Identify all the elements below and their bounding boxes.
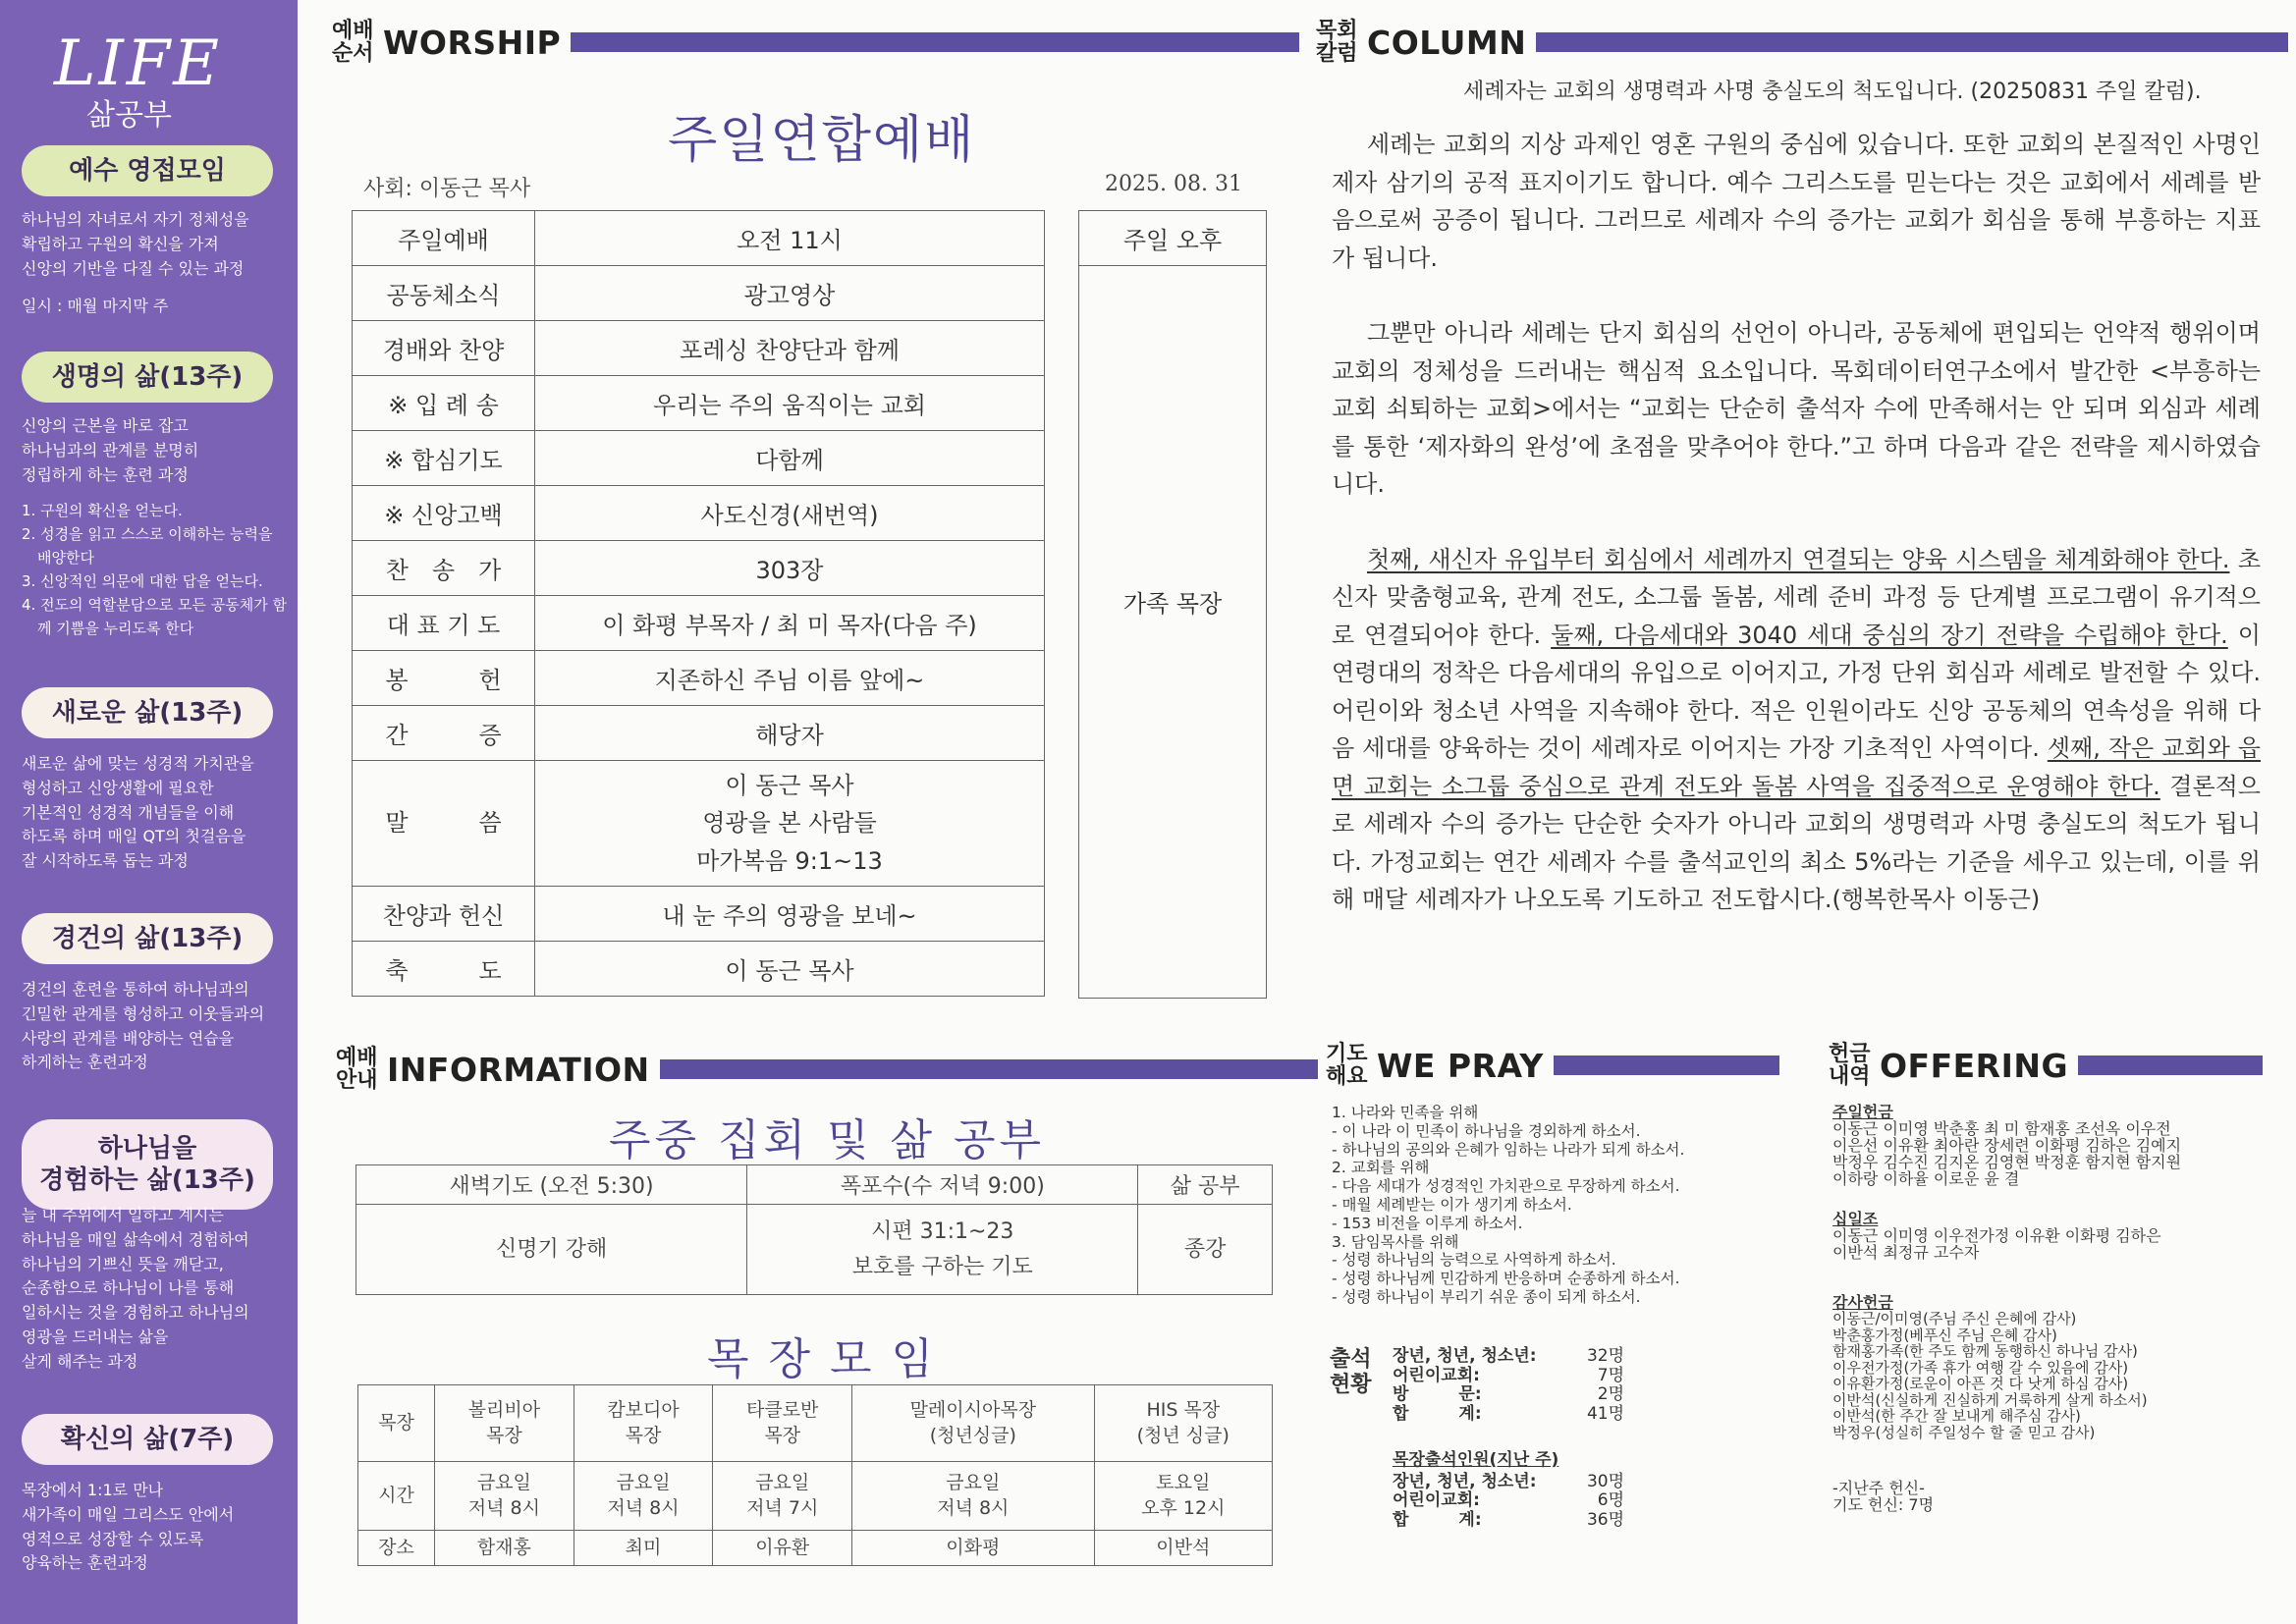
table-row: 찬 송 가 303장 bbox=[353, 541, 1045, 596]
table-row: 신명기 강해 시편 31:1~23 보호를 구하는 기도 종강 bbox=[356, 1205, 1273, 1295]
table-row: 시간 금요일 저녁 8시 금요일 저녁 8시 금요일 저녁 7시 금요일 저녁 8시 토요일 오후 12시 bbox=[358, 1462, 1273, 1531]
sidebar-title-assurance: 확신의 삶(7주) bbox=[22, 1414, 273, 1465]
worship-date: 2025. 08. 31 bbox=[1105, 172, 1242, 196]
sidebar-title-devotion: 경건의 삶(13주) bbox=[22, 913, 273, 964]
table-row: 주일예배 오전 11시 bbox=[353, 211, 1045, 266]
table-row: 대 표 기 도 이 화평 부목자 / 최 미 목자(다음 주) bbox=[353, 596, 1045, 651]
table-row: ※ 합심기도 다함께 bbox=[353, 431, 1045, 486]
table-row: 말 씀 이 동근 목사 영광을 본 사람들 마가복음 9:1~13 bbox=[353, 761, 1045, 887]
sidebar-title-experience: 하나님을 경험하는 삶(13주) bbox=[22, 1119, 273, 1210]
table-row: ※ 입 례 송 우리는 주의 움직이는 교회 bbox=[353, 376, 1045, 431]
weekly-meeting-title: 주중 집회 및 삶 공부 bbox=[609, 1115, 1045, 1165]
cell-group-title: 목장모임 bbox=[707, 1334, 954, 1384]
column-body: 세례는 교회의 지상 과제인 영혼 구원의 중심에 있습니다. 또한 교회의 본질적인 사명인 제자 삼기의 공적 표지이기도 합니다. 예수 그리스도를 믿는다는 것은 교회에서 세례를 받음으로써 공증이 됩니다. 그러므로 세례자 수의 증가는 교회가 회심을 통해 부흥하는 지표가 됩니다. 그뿐만 아니라 세례는 단지 회심의 선언이 아니라, 공동체에 편입되는 언약적 행위이며 교회의 정체성을 드러내는 핵심적 요소입니다. 목회데이터연구소에서 발간한 <부흥하는 교회 쇠퇴하는 교회>에서는 “교회는 단순히 출석자 수에 만족해서는 안 되며 외심과 세례를 통한 ‘제자화의 완성’에 초점을 맞추어야 한다.”고 하며 다음과 같은 전략을 제시하였습니다. 첫째, 새신자 유입부터 회심에서 세례까지 연결되는 양육 시스템을 체계화해야 한다. 초신자 맞춤형교육, 관계 전도, 소그룹 돌봄, 세례 준비 과정 등 단계별 프로그램이 유기적으로 연결되어야 한다. 둘째, 다음세대와 3040 세대 중심의 장기 전략을 수립해야 한다. 이 연령대의 정착은 다음세대의 유입으로 이어지고, 가정 단위 회심과 세례로 발전할 수 있다. 어린이와 청소년 사역을 지속해야 한다. 적은 인원이라도 신앙 공동체의 연속성을 위해 다음 세대를 양육하는 것이 세례자로 이어지는 가장 기초적인 사역이다. 셋째, 작은 교회와 읍면 교회는 소그룹 중심으로 관계 전도와 돌봄 사역을 집중적으로 운영해야 한다. 결론적으로 세례자 수의 증가는 단순한 숫자가 아니라 교회의 생명력과 사명 충실도의 척도가 됩니다. 가정교회는 연간 세례자 수를 출석교인의 최소 5%라는 기준을 세우고 있는데, 이를 위해 매달 세례자가 나오도록 기도하고 전도합시다.(행복한목사 이동근) bbox=[1332, 131, 2261, 913]
sidebar-desc-experience: 늘 내 주위에서 일하고 계시는 하나님을 매일 삶속에서 경험하여 하나님의 기쁘신 뜻을 깨닫고, 순종함으로 하나님이 나를 통해 일하시는 것을 경험하고 하나님의 영광을 드러내는 삶을 살게 해주는 과정 bbox=[22, 1206, 249, 1371]
header-bar bbox=[660, 1059, 1318, 1079]
table-row: 공동체소식 광고영상 bbox=[353, 266, 1045, 321]
table-row: 봉 헌 지존하신 주님 이름 앞에~ bbox=[353, 651, 1045, 706]
table-row: ※ 신앙고백 사도신경(새번역) bbox=[353, 486, 1045, 541]
sidebar-title-life: 생명의 삶(13주) bbox=[22, 352, 273, 403]
column-title: 세례자는 교회의 생명력과 사명 충실도의 척도입니다. (20250831 주일 칼럼). bbox=[1463, 80, 2202, 104]
afternoon-worship-box: 주일 오후 가족 목장 bbox=[1078, 210, 1267, 999]
worship-leader: 사회: 이동근 목사 bbox=[363, 177, 531, 201]
prayer-list: 1. 나라와 민족을 위해 - 이 나라 이 민족이 하나님을 경외하게 하소서. - 하나님의 공의와 은혜가 임하는 나라가 되게 하소서. 2. 교회를 위해 - 다음 세대가 성경적인 가치관으로 무장하게 하소서. - 매월 세례받는 이가 생기게 하소서. - 153 비전을 이루게 하소서. 3. 담임목사를 위해 - 성령 하나님의 능력으로 사역하게 하소서. - 성령 하나님께 민감하게 반응하며 순종하게 하소서. - 성령 하나님이 부리기 쉬운 종이 되게 하소서. bbox=[1332, 1104, 1685, 1306]
sidebar-desc-life: 신앙의 근본을 바로 잡고 하나님과의 관계를 분명히 정립하게 하는 훈련 과정 1. 구원의 확신을 얻는다. 2. 성경을 읽고 스스로 이해하는 능력을 배양한다 3. 신앙적인 의문에 대한 답을 얻는다. 4. 전도의 역할분담으로 모든 공동체가 함께 기쁨을 누리도록 한다 bbox=[22, 416, 287, 638]
header-bar bbox=[2078, 1056, 2263, 1075]
life-sidebar bbox=[0, 0, 298, 1624]
attendance-label: 출석 현황 bbox=[1330, 1347, 1372, 1398]
information-section-header: 예배 안내 INFORMATION bbox=[336, 1047, 1318, 1092]
cell-group-table bbox=[357, 1384, 1273, 1566]
table-row: 축 도 이 동근 목사 bbox=[353, 942, 1045, 997]
sidebar-desc-welcome: 하나님의 자녀로서 자기 정체성을 확립하고 구원의 확신을 가져 신앙의 기반을 다질 수 있는 과정 일시 : 매월 마지막 주 bbox=[22, 210, 249, 316]
sidebar-title-welcome: 예수 영접모임 bbox=[22, 145, 273, 196]
table-row: 새벽기도 (오전 5:30) 폭포수(수 저녁 9:00) 삶 공부 bbox=[356, 1165, 1273, 1205]
header-bar bbox=[571, 32, 1299, 52]
worship-title: 주일연합예배 bbox=[668, 111, 976, 170]
cell-attendance-summary: 목장출석인원(지난 주) 장년, 청년, 청소년: 30명 어린이교회: 6명 합 계: 36명 bbox=[1393, 1450, 1624, 1530]
header-bar bbox=[1536, 32, 2288, 52]
weekly-meeting-table bbox=[355, 1164, 1273, 1295]
sidebar-desc-devotion: 경건의 훈련을 통하여 하나님과의 긴밀한 관계를 형성하고 이웃들과의 사랑의 관계를 배양하는 연습을 하게하는 훈련과정 bbox=[22, 980, 265, 1072]
column-section-header: 목회 칼럼 COLUMN bbox=[1316, 20, 2288, 65]
table-row: 간 증 해당자 bbox=[353, 706, 1045, 761]
sidebar-title-new: 새로운 삶(13주) bbox=[22, 687, 273, 738]
life-logo: LIFE bbox=[54, 27, 222, 100]
header-bar bbox=[1554, 1056, 1779, 1075]
table-row: 찬양과 헌신 내 눈 주의 영광을 보네~ bbox=[353, 887, 1045, 942]
table-row: 경배와 찬양 포레싱 찬양단과 함께 bbox=[353, 321, 1045, 376]
worship-order-table bbox=[352, 210, 1045, 997]
table-row: 장소 함재홍 최미 이유환 이화평 이반석 bbox=[358, 1531, 1273, 1566]
worship-section-header: 예배 순서 WORSHIP bbox=[332, 20, 1299, 65]
offering-section-header: 헌금 내역 OFFERING bbox=[1829, 1043, 2263, 1088]
pray-section-header: 기도 해요 WE PRAY bbox=[1326, 1043, 1779, 1088]
offering-list: 주일헌금 이동근 이미영 박춘홍 최 미 함재홍 조선옥 이우전 이은선 이유환 최아란 장세련 이화평 김하은 김예지 박정우 김수진 김지온 김영현 박정훈 함지현 함지원 이하랑 이하율 이로운 윤 결 십일조 이동근 이미영 이우전가정 이유환 이화평 김하은 이반석 최정규 고수자 감사헌금 이동근/이미영(주님 주신 은혜에 감사) 박춘홍가정(베푸신 주님 은혜 감사) 함재홍가족(한 주도 함께 동행하신 하나님 감사) 이우전가정(가족 휴가 여행 갈 수 있음에 감사) 이유환가정(로운이 아픈 것 다 낫게 하심 감사) 이반석(신실하게 진실하게 거룩하게 살게 하소서) 이반석(한 주간 잘 보내게 해주심 감사) 박정우(성실히 주일성수 할 줄 믿고 감사) -지난주 헌신- 기도 헌신: 7명 bbox=[1832, 1103, 2182, 1514]
sidebar-desc-new: 새로운 삶에 맞는 성경적 가치관을 형성하고 신앙생활에 필요한 기본적인 성경적 개념들을 이해 하도록 하며 매일 QT의 첫걸음을 잘 시작하도록 돕는 과정 bbox=[22, 754, 254, 871]
sidebar-desc-assurance: 목장에서 1:1로 만나 새가족이 매일 그리스도 안에서 영적으로 성장할 수 있도록 양육하는 훈련과정 bbox=[22, 1481, 235, 1573]
attendance-summary: 장년, 청년, 청소년: 32명 어린이교회: 7명 방 문: 2명 합 계: 41명 bbox=[1393, 1346, 1624, 1424]
life-subtitle: 삶공부 bbox=[86, 98, 172, 133]
table-row: 목장 볼리비아 목장 캄보디아 목장 타클로반 목장 말레이시아목장 (청년싱글) HIS 목장 (청년 싱글) bbox=[358, 1385, 1273, 1462]
